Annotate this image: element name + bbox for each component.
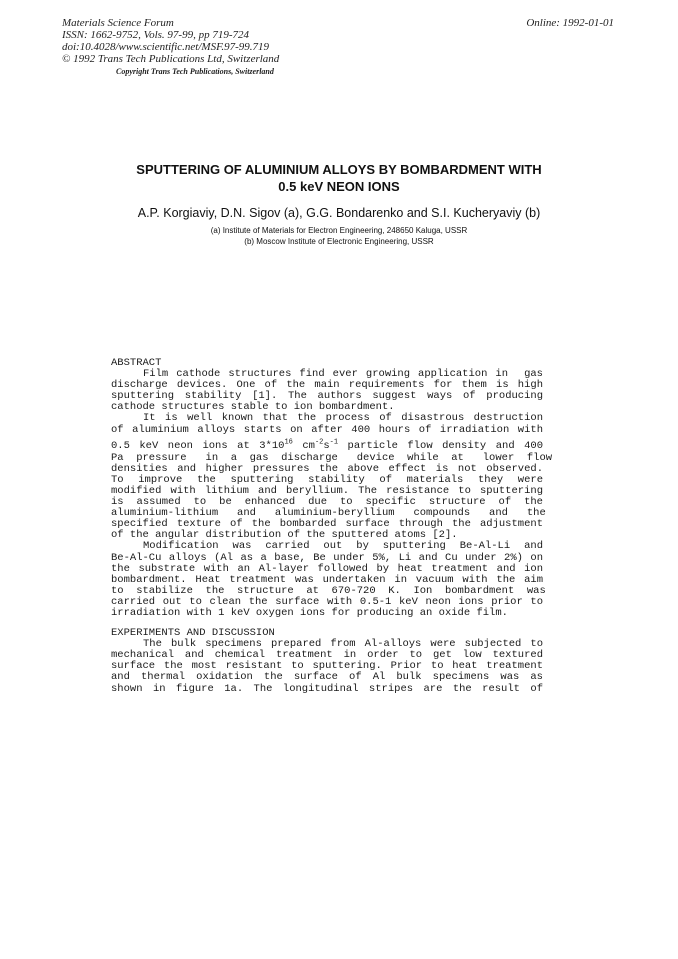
abstract-line: to stabilize the structure at 670-720 K. Ion bombardment was bbox=[111, 584, 546, 597]
formula-unit: s bbox=[323, 439, 330, 452]
abstract-line: It is well known that the process of disastrous destruction bbox=[143, 412, 543, 425]
abstract-line: carried out to clean the surface with 0.5-1 keV neon ions prior to bbox=[111, 595, 543, 608]
abstract-line: of aluminium alloys starts on after 400 hours of irradiation with bbox=[111, 423, 543, 436]
abstract-line: irradiation with 1 keV oxygen ions for producing an oxide film. bbox=[111, 606, 508, 619]
title-line-2: 0.5 keV NEON IONS bbox=[278, 179, 400, 194]
authors: A.P. Korgiaviy, D.N. Sigov (a), G.G. Bondarenko and S.I. Kucheryaviy (b) bbox=[137, 206, 541, 220]
experiments-section bbox=[111, 628, 543, 695]
abstract-line: To improve the sputtering stability of materials they were bbox=[111, 473, 543, 486]
title-line-1: SPUTTERING OF ALUMINIUM ALLOYS BY BOMBARDMENT WITH bbox=[136, 162, 542, 177]
doi-line: doi:10.4028/www.scientific.net/MSF.97-99.719 bbox=[62, 41, 270, 53]
abstract-line: Pa pressure in a gas discharge device while at lower flow bbox=[111, 451, 553, 464]
abstract-line: Be-Al-Cu alloys (Al as a base, Be under 5%, Li and Cu under 2%) on bbox=[111, 551, 543, 564]
formula-unit: cm bbox=[292, 439, 315, 452]
abstract-line: cathode structures stable to ion bombardment. bbox=[111, 401, 395, 414]
abstract-line: bombardment. Heat treatment was undertaken in vacuum with the aim bbox=[111, 573, 543, 586]
abstract-line: specified texture of the bombarded surface through the adjustment bbox=[111, 518, 543, 531]
affiliation-b: (b) Moscow Institute of Electronic Engineering, USSR bbox=[244, 237, 434, 246]
formula-exponent: 16 bbox=[284, 438, 293, 447]
abstract-heading: ABSTRACT bbox=[111, 357, 162, 369]
copyright-line: © 1992 Trans Tech Publications Ltd, Switzerland bbox=[62, 53, 280, 65]
experiments-line: The bulk specimens prepared from Al-alloys were subjected to bbox=[143, 638, 543, 651]
formula-prefix: 0.5 keV neon ions at 3*10 bbox=[111, 439, 285, 452]
abstract-line: Modification was carried out by sputtering Be-Al-Li and bbox=[143, 540, 543, 553]
abstract-line: of the angular distribution of the sputtered atoms [2]. bbox=[111, 529, 458, 542]
abstract-formula-line bbox=[111, 436, 543, 453]
formula-exponent: -2 bbox=[314, 438, 324, 447]
online-date: Online: 1992-01-01 bbox=[526, 17, 614, 29]
abstract-line: is assumed to be enhanced due to specific structure of the bbox=[111, 496, 543, 509]
experiments-line: mechanical and chemical treatment in order to get low textured bbox=[111, 649, 543, 662]
formula-exponent: -1 bbox=[329, 438, 339, 447]
publisher-copyright: Copyright Trans Tech Publications, Switzerland bbox=[116, 67, 274, 76]
paper-body bbox=[111, 357, 553, 695]
affiliation-a: (a) Institute of Materials for Electron Engineering, 248650 Kaluga, USSR bbox=[210, 226, 468, 235]
journal-header bbox=[62, 17, 279, 65]
formula-suffix: particle flow density and 400 bbox=[347, 439, 543, 452]
experiments-line: surface the most resistant to sputtering. Prior to heat treatment bbox=[111, 660, 543, 673]
paper-title bbox=[0, 161, 678, 195]
issn-line: ISSN: 1662-9752, Vols. 97-99, pp 719-724 bbox=[62, 29, 249, 41]
experiments-heading: EXPERIMENTS AND DISCUSSION bbox=[111, 627, 275, 640]
experiments-line: shown in figure 1a. The longitudinal stripes are the result of bbox=[111, 682, 543, 695]
abstract-line: densities and higher pressures the above effect is not observed. bbox=[111, 462, 543, 475]
journal-name: Materials Science Forum bbox=[62, 17, 174, 29]
abstract-line: discharge devices. One of the main requirements for them is high bbox=[111, 379, 543, 392]
experiments-line: and thermal oxidation the surface of Al bulk specimens was as bbox=[111, 671, 543, 684]
abstract-line: the substrate with an Al-layer followed by heat treatment and ion bbox=[111, 562, 543, 575]
abstract-line: modified with lithium and beryllium. The resistance to sputtering bbox=[111, 484, 543, 497]
abstract-line: sputtering stability [1]. The authors suggest ways of producing bbox=[111, 390, 543, 403]
abstract-line: aluminium-lithium and aluminium-beryllium compounds and the bbox=[111, 507, 546, 520]
abstract-line: Film cathode structures find ever growing application in gas bbox=[143, 368, 543, 381]
